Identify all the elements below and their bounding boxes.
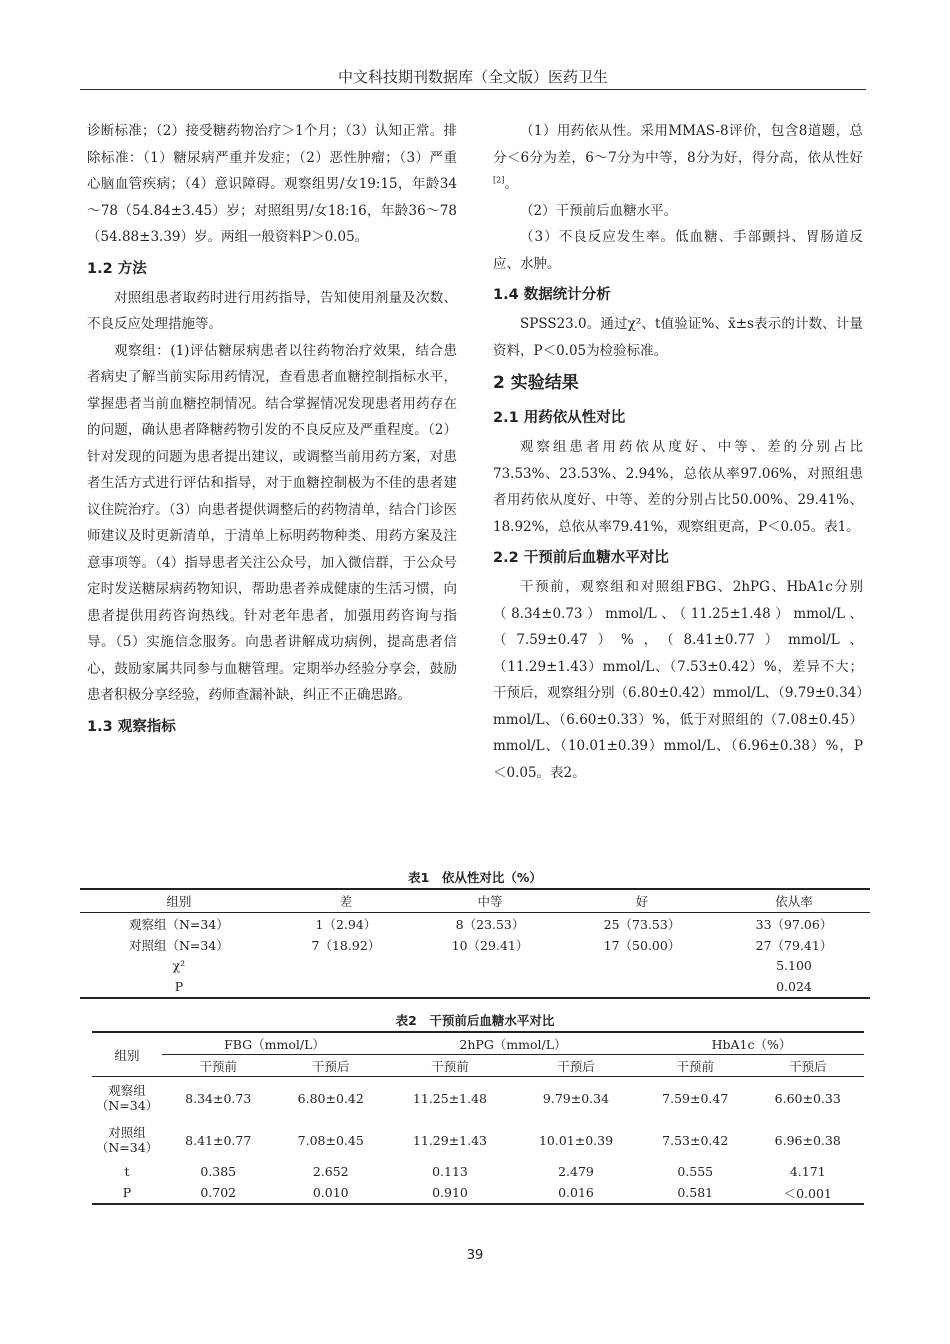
table-cell: 17（50.00） <box>603 937 681 953</box>
paragraph-observation-method: 观察组：(1)评估糖尿病患者以往药物治疗效果，结合患者病史了解当前实际用药情况，查看患者血糖控制指标水平，掌握患者当前血糖控制情况。结合掌握情况发现患者用药存在的问题，确认患者降糖药物引发的不良反应及严重程度。（2）针对发现的问题为患者提出建议，或调整当前用药方案，对患者生活方式进行评估和指导，对于血糖控制极为不佳的患者建议住院治疗。（3）向患者提供调整后的药物清单，结合门诊医师建议及时更新清单，于清单上标明药物种类、用药方案及注意事项等。（4）指导患者关注公众号，加入微信群，于公众号定时发送糖尿病药物知识，帮助患者养成健康的生活习惯，向患者提供用药咨询热线。针对老年患者，加强用药咨询与指导。（5）实施信念服务。向患者讲解成功病例，提高患者信心，鼓励家属共同参与血糖管理。定期举办经验分享会，鼓励患者积极分享经验，药师查漏补缺，纠正不正确思路。 <box>87 342 457 703</box>
table-header: 组别 <box>92 1032 162 1077</box>
table-cell: 6.80±0.42 <box>297 1090 364 1106</box>
table-header: 中等 <box>414 889 566 913</box>
table-cell: 0.113 <box>432 1164 468 1179</box>
table-cell: 0.010 <box>312 1185 349 1200</box>
table-subheader: 干预后 <box>751 1055 864 1077</box>
table-subheader: 干预前 <box>639 1055 751 1077</box>
section-heading-2: 2 实验结果 <box>493 373 579 393</box>
section-heading-1-3: 1.3 观察指标 <box>87 718 176 735</box>
table-cell: 2.652 <box>312 1164 349 1179</box>
citation-ref: [2] <box>493 175 505 185</box>
table-cell: 27（79.41） <box>755 937 833 953</box>
journal-header: 中文科技期刊数据库（全文版）医药卫生 <box>337 68 608 86</box>
table-subheader: 干预后 <box>513 1055 639 1077</box>
table1-caption: 表1 依从性对比（%） <box>408 870 542 885</box>
table-cell: 10（29.41） <box>451 937 529 953</box>
table-cell: 1（2.94） <box>315 916 377 932</box>
table-subheader: 干预后 <box>274 1055 386 1077</box>
table-cell: ＜0.001 <box>783 1185 832 1201</box>
table-cell: 2.479 <box>558 1164 594 1179</box>
paragraph-adherence-result: 观察组患者用药依从度好、中等、差的分别占比73.53%、23.53%、2.94%，总依从率97.06%，对照组患者用药依从度好、中等、差的分别占比50.00%、29.41%、18.92%，总依从率79.41%，观察组更高，P＜0.05。表1。 <box>493 439 863 535</box>
table-row <box>80 934 870 955</box>
section-heading-1-2: 1.2 方法 <box>87 260 147 277</box>
table-cell: 11.29±1.43 <box>412 1132 488 1148</box>
section-heading-2-2: 2.2 干预前后血糖水平对比 <box>493 550 669 566</box>
table-cell: 11.25±1.48 <box>412 1090 488 1106</box>
table-cell <box>566 976 718 998</box>
table-cell: 8.41±0.77 <box>185 1132 252 1148</box>
table-cell: 0.016 <box>558 1185 594 1200</box>
table-cell: 7.08±0.45 <box>297 1132 364 1148</box>
table-cell: χ² <box>172 958 186 973</box>
table-cell: 33（97.06） <box>755 916 833 932</box>
paragraph-glucose-index: （2）干预前后血糖水平。 <box>520 202 678 219</box>
table-cell: 0.702 <box>200 1185 237 1200</box>
table-cell <box>414 976 566 998</box>
table-cell <box>414 955 566 976</box>
table-cell: 观察组 （N=34） <box>95 1083 159 1113</box>
paragraph-adverse-index: （3）不良反应发生率。低血糖、手部颤抖、胃肠道反应、水肿。 <box>493 229 863 272</box>
table-header-hba1c: HbA1c（%） <box>639 1032 864 1055</box>
table-cell: 0.910 <box>432 1185 468 1200</box>
table2-caption: 表2 干预前后血糖水平对比 <box>395 1013 555 1028</box>
table-cell: 25（73.53） <box>603 916 681 932</box>
table-cell: 4.171 <box>789 1164 826 1179</box>
table-cell: 7.59±0.47 <box>662 1090 729 1106</box>
table-cell <box>278 955 414 976</box>
table-cell: 对照组 （N=34） <box>95 1125 159 1155</box>
left-column <box>87 118 457 743</box>
table-row <box>92 1077 864 1120</box>
paragraph-glucose-result: 干预前，观察组和对照组FBG、2hPG、HbA1c分别（8.34±0.73）mmol/L、（11.25±1.48）mmol/L、（7.59±0.47）%，（8.41±0.77）mmol/L、（11.29±1.43）mmol/L、（7.53±0.42）%，差异不大；干预后，观察组分别（6.80±0.42）mmol/L、（9.79±0.34）mmol/L、（6.60±0.33）%，低于对照组的（7.08±0.45）mmol/L、（10.01±0.39）mmol/L、（6.96±0.38）%，P＜0.05。表2。 <box>493 579 863 781</box>
adherence-text: （1）用药依从性。采用MMAS-8评价，包含8道题，总分＜6分为差，6～7分为中等，8分为好，得分高，依从性好 <box>493 123 863 166</box>
table-cell: 5.100 <box>776 958 812 973</box>
paragraph-adherence-index <box>493 118 863 198</box>
table-cell: 9.79±0.34 <box>542 1090 610 1106</box>
table-row <box>80 976 870 998</box>
table-row <box>92 1119 864 1161</box>
table-cell: 0.024 <box>776 979 812 994</box>
table-row <box>80 913 870 935</box>
table-subheader: 干预前 <box>162 1055 274 1077</box>
table-cell: t <box>124 1164 130 1179</box>
adherence-end: 。 <box>504 176 518 192</box>
table-cell: P <box>174 979 184 994</box>
paragraph-statistics: SPSS23.0。通过χ²、t值验证%、x̄±s表示的计数、计量资料，P＜0.05为检验标准。 <box>493 316 863 359</box>
table-cell <box>278 976 414 998</box>
table-cell: P <box>122 1185 132 1200</box>
section-heading-2-1: 2.1 用药依从性对比 <box>493 410 626 426</box>
table-cell <box>566 955 718 976</box>
table-header: 组别 <box>80 889 278 913</box>
table-adherence <box>80 888 870 999</box>
table-glucose <box>92 1031 864 1205</box>
table-header-fbg: FBG（mmol/L） <box>162 1032 387 1055</box>
paragraph-control-method: 对照组患者取药时进行用药指导，告知使用剂量及次数、不良反应处理措施等。 <box>87 289 457 332</box>
table-cell: 0.385 <box>200 1164 237 1179</box>
table-subheader: 干预前 <box>387 1055 513 1077</box>
table-row <box>92 1182 864 1204</box>
table-cell: 8（23.53） <box>455 916 525 932</box>
table-cell: 6.96±0.38 <box>774 1132 841 1148</box>
table-header-2hpg: 2hPG（mmol/L） <box>387 1032 639 1055</box>
paragraph-criteria: 诊断标准；（2）接受糖药物治疗＞1个月；（3）认知正常。排除标准：（1）糖尿病严重并发症；（2）恶性肿瘤；（3）严重心脑血管疾病；（4）意识障碍。观察组男/女19:15，年龄34～78（54.84±3.45）岁；对照组男/女18:16，年龄36～78（54.88±3.39）岁。两组一般资料P＞0.05。 <box>87 123 457 245</box>
table-header: 差 <box>278 889 414 913</box>
table-cell: 对照组（N=34） <box>128 937 229 953</box>
table-cell: 7.53±0.42 <box>662 1132 729 1148</box>
table-cell: 观察组（N=34） <box>128 916 229 932</box>
table-cell: 0.555 <box>677 1164 714 1179</box>
table-header: 好 <box>566 889 718 913</box>
table-cell: 10.01±0.39 <box>538 1132 614 1148</box>
table-row <box>80 955 870 976</box>
table-cell: 7（18.92） <box>311 937 381 953</box>
table-cell: 8.34±0.73 <box>185 1090 252 1106</box>
table-cell: 0.581 <box>677 1185 714 1200</box>
table-cell: 6.60±0.33 <box>774 1090 841 1106</box>
page-number: 39 <box>466 1248 484 1263</box>
table-header: 依从率 <box>718 889 870 913</box>
table-row <box>92 1161 864 1182</box>
section-heading-1-4: 1.4 数据统计分析 <box>493 287 611 303</box>
right-column <box>493 118 863 786</box>
header-divider <box>80 89 866 90</box>
